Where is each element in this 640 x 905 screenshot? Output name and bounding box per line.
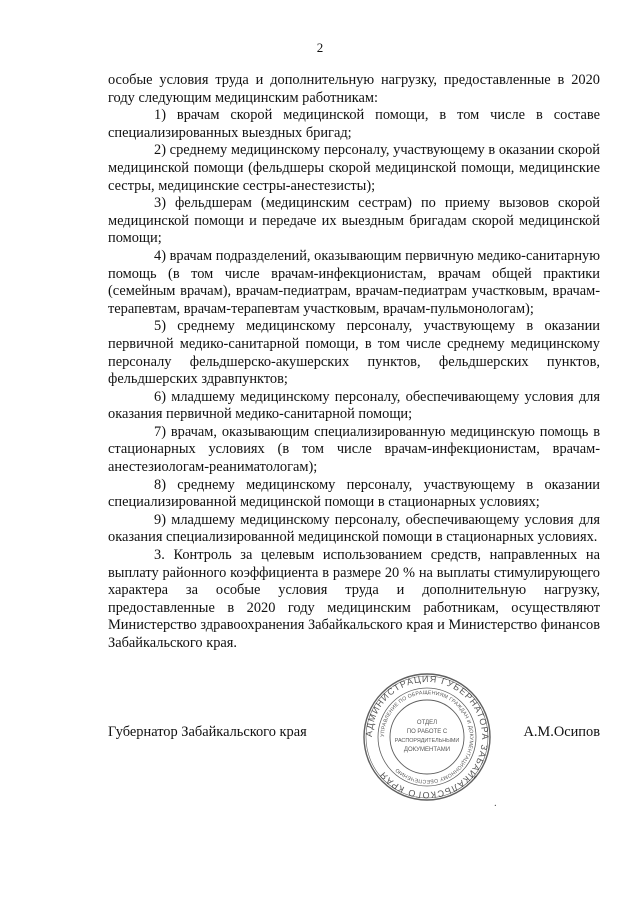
stamp-center-line: ПО РАБОТЕ С <box>406 729 448 735</box>
list-item: 6) младшему медицинскому персоналу, обеспечивающему условия для оказания первичной медико-санитарной помощи; <box>108 388 600 423</box>
stamp-center-line: ДОКУМЕНТАМИ <box>403 747 451 753</box>
list-item: 9) младшему медицинскому персоналу, обеспечивающему условия для оказания специализированной медицинской помощи в стационарных условиях. <box>108 511 600 546</box>
list-item: 8) среднему медицинскому персоналу, участвующему в оказании специализированной медицинской помощи в стационарных условиях; <box>108 476 600 511</box>
list-item: 4) врачам подразделений, оказывающим первичную медико-санитарную помощь (в том числе врачам-инфекционистам, врачам общей практики (семейным врачам), врачам-педиатрам, врачам-педиатрам участковым, врачам-терапевтам, врачам-терапевтам участковым, врачам-пульмонологам); <box>108 247 600 317</box>
stamp-ring-inner-text: УПРАВЛЕНИЕ ПО ОБРАЩЕНИЯМ ГРАЖДАН И ДОКУМЕНТАЦИОННОМУ ОБЕСПЕЧЕНИЮ <box>379 689 475 785</box>
margin-mark: . <box>494 797 497 809</box>
list-item: 5) среднему медицинскому персоналу, участвующему в оказании первичной медико-санитарной помощи, в том числе среднему медицинскому персоналу фельдшерско-акушерских пунктов, фельдшерских пунктов, фельдшерских здравпунктов; <box>108 318 600 388</box>
stamp-center-line: ОТДЕЛ <box>416 720 438 726</box>
document-body <box>108 72 600 653</box>
intro-paragraph: особые условия труда и дополнительную нагрузку, предоставленные в 2020 году следующим медицинским работникам: <box>108 72 600 106</box>
signatory-position: Губернатор Забайкальского края <box>108 724 307 740</box>
list-item: 7) врачам, оказывающим специализированную медицинскую помощь в стационарных условиях (в том числе врачам-инфекционистам, врачам-анестезиологам-реаниматологам); <box>108 423 600 476</box>
list-item: 2) среднему медицинскому персоналу, участвующему в оказании скорой медицинской помощи (фельдшеры скорой медицинской помощи, медицинские сестры, медицинские сестры-анестезисты); <box>108 142 600 194</box>
page-number: 2 <box>316 40 324 55</box>
official-stamp <box>362 672 492 802</box>
clause-3-paragraph: 3. Контроль за целевым использованием средств, направленных на выплату районного коэффициента в размере 20 % на выплаты стимулирующего характера за особые условия труда и дополнительную нагрузку, предоставленные в 2020 году медицинским работникам, осуществляют Министерство здравоохранения Забайкальского края и Министерство финансов Забайкальского края. <box>108 547 600 651</box>
list-item: 1) врачам скорой медицинской помощи, в том числе в составе специализированных выездных бригад; <box>108 107 600 141</box>
signatory-name: А.М.Осипов <box>523 724 600 740</box>
stamp-ring-outer-text: АДМИНИСТРАЦИЯ ГУБЕРНАТОРА ЗАБАЙКАЛЬСКОГО КРАЯ <box>363 673 491 801</box>
list-item: 3) фельдшерам (медицинским сестрам) по приему вызовов скорой медицинской помощи и передаче их выездным бригадам скорой медицинской помощи; <box>108 195 600 247</box>
stamp-center-line: РАСПОРЯДИТЕЛЬНЫМИ <box>394 738 460 744</box>
